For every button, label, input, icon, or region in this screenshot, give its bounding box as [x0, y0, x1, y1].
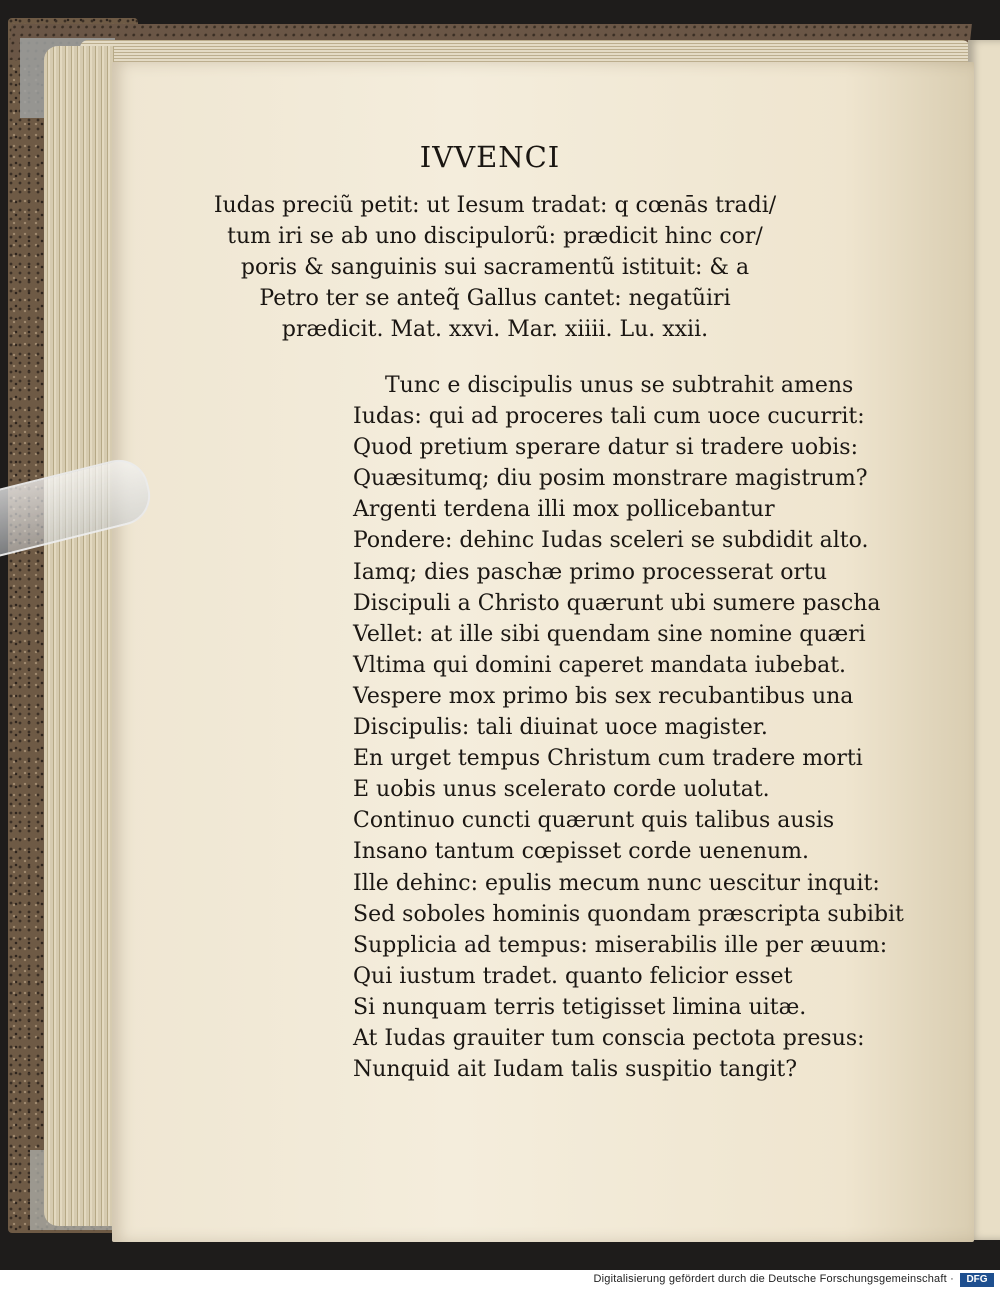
argument-line: Iudas preciũ petit: ut Iesum tradat: q cœnās tradi/	[213, 193, 777, 218]
verse-line: Iudas: qui ad proceres tali cum uoce cucurrit:	[353, 404, 865, 430]
footer-bar	[0, 1270, 1000, 1290]
verse-line: Continuo cuncti quærunt quis talibus ausis	[353, 808, 835, 834]
verse-line: Pondere: dehinc Iudas sceleri se subdidit alto.	[353, 528, 869, 554]
argument-line: prædicit. Mat. xxvi. Mar. xiiii. Lu. xxii.	[281, 317, 709, 342]
verse-line: Iamq; dies paschæ primo processerat ortu	[353, 559, 827, 585]
verse-line: At Iudas grauiter tum conscia pectota presus:	[353, 1025, 865, 1051]
dfg-logo-icon: DFG	[960, 1273, 994, 1287]
verse-line: Tunc e discipulis unus se subtrahit amens	[385, 373, 854, 398]
verse-line: Argenti terdena illi mox pollicebantur	[353, 497, 775, 523]
verse-line: Si nunquam terris tetigisset limina uitæ.	[353, 994, 807, 1020]
verse-line: Quod pretium sperare datur si tradere uobis:	[353, 435, 858, 461]
verse-line: Quæsitumq; diu posim monstrare magistrum?	[353, 466, 868, 492]
verse-line: Nunquid ait Iudam talis suspitio tangit?	[353, 1057, 798, 1083]
verse-block	[353, 370, 904, 1085]
verse-line: Supplicia ad tempus: miserabilis ille per æuum:	[353, 932, 888, 958]
argument-line: poris & sanguinis sui sacramentũ istituit: & a	[240, 255, 750, 280]
argument-line: Petro ter se anteq̃ Gallus cantet: negatũiri	[259, 286, 731, 311]
verse-line: Discipuli a Christo quærunt ubi sumere pascha	[353, 590, 881, 616]
page-edges	[44, 46, 114, 1226]
verse-line: E uobis unus scelerato corde uolutat.	[353, 777, 770, 803]
verse-line: Insano tantum cœpisset corde uenenum.	[353, 839, 810, 865]
verse-line: Vltima qui domini caperet mandata iubebat.	[353, 652, 847, 678]
verse-line: Discipulis: tali diuinat uoce magister.	[353, 715, 768, 741]
verse-line: Ille dehinc: epulis mecum nunc uescitur inquit:	[353, 870, 880, 896]
running-head: IVVENCI	[419, 140, 561, 174]
verse-line: Vespere mox primo bis sex recubantibus una	[353, 683, 854, 709]
funding-credit: Digitalisierung gefördert durch die Deutsche Forschungsgemeinschaft ·	[593, 1273, 954, 1285]
argument-block	[120, 190, 870, 345]
verse-line: Vellet: at ille sibi quendam sine nomine quæri	[353, 621, 866, 647]
verse-line: Sed soboles hominis quondam præscripta subibit	[353, 901, 904, 927]
verse-line: En urget tempus Christum cum tradere morti	[353, 746, 863, 772]
argument-line: tum iri se ab uno discipulorũ: prædicit hinc cor/	[227, 224, 763, 249]
verse-line: Qui iustum tradet. quanto felicior esset	[353, 963, 793, 989]
